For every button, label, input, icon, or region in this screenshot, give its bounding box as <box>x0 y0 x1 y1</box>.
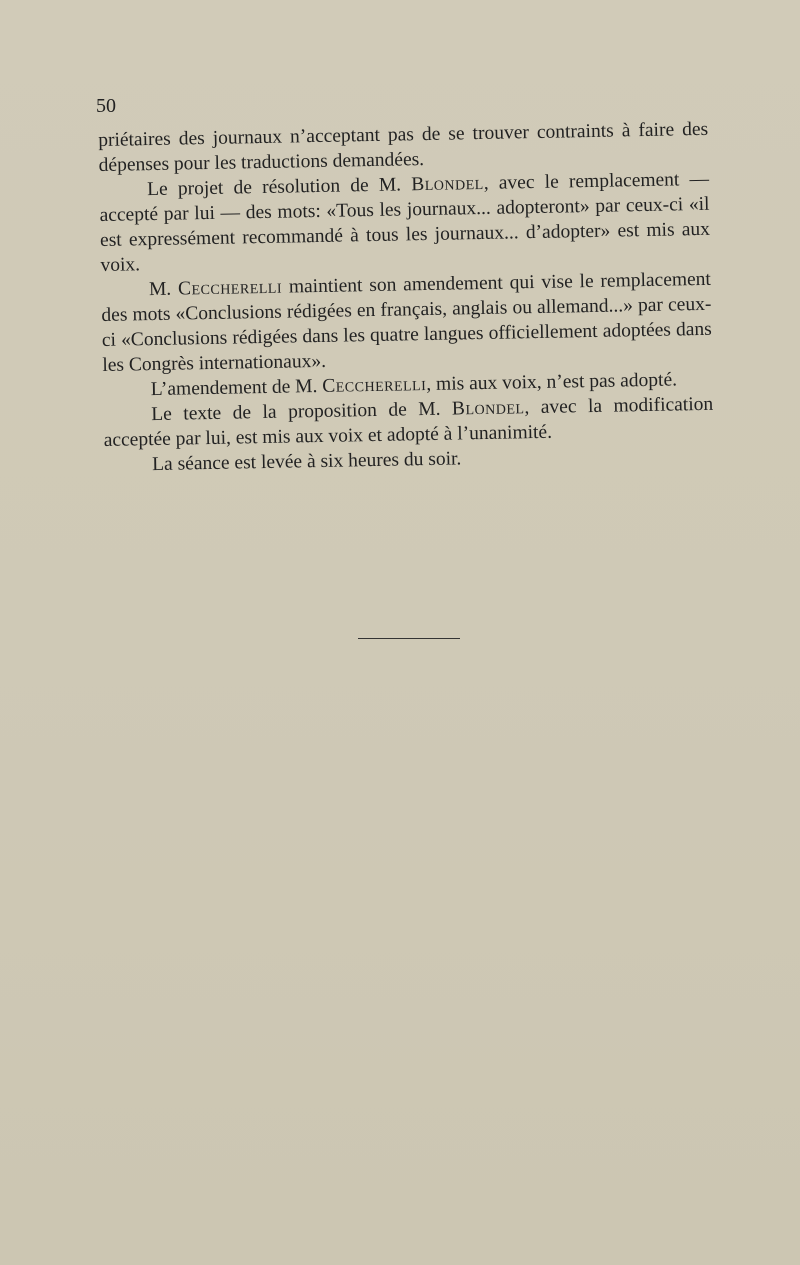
page-number: 50 <box>96 95 116 117</box>
paragraph-text: , mis aux voix, n’est pas adopté. <box>426 369 678 396</box>
paragraph-text: L’amendement de M. <box>150 375 323 401</box>
paragraph-text: Le texte de la proposition de M. <box>151 398 453 426</box>
person-name: Blondel <box>411 172 484 196</box>
paragraph-text: La séance est levée à six heures du soir. <box>151 448 462 476</box>
body-text <box>98 117 714 478</box>
paragraph-text: maintient son amendement qui vise le remplacement des mots «Conclusions rédigées en français, anglais ou allemand...» par ceux-ci «Conclusions rédigées dans les quatre langues officiellement adoptées dans les Congrès internationaux». <box>101 268 712 376</box>
person-name: Blondel <box>451 397 525 420</box>
section-end-rule <box>358 638 460 639</box>
person-name: Ceccherelli <box>322 374 427 397</box>
paragraph-text: , avec la modification acceptée par lui, est mis aux voix et adopté à l’unanimité. <box>103 393 714 451</box>
paragraph-text: M. <box>148 278 179 301</box>
paragraph-text: Le projet de résolution de M. <box>146 174 412 201</box>
paragraph-text: priétaires des journaux n’acceptant pas de se trouver contraints à faire des dépenses pour les traductions demandées. <box>98 118 709 176</box>
paragraph <box>101 267 713 378</box>
person-name: Ceccherelli <box>177 276 283 300</box>
paragraph <box>99 167 711 278</box>
paragraph-text: , avec le remplacement — accepté par lui — des mots: «Tous les journaux... adopteront» par ceux-ci «il est expressément recommandé à tous les journaux... d’adopter» est mis aux voix. <box>99 168 711 276</box>
